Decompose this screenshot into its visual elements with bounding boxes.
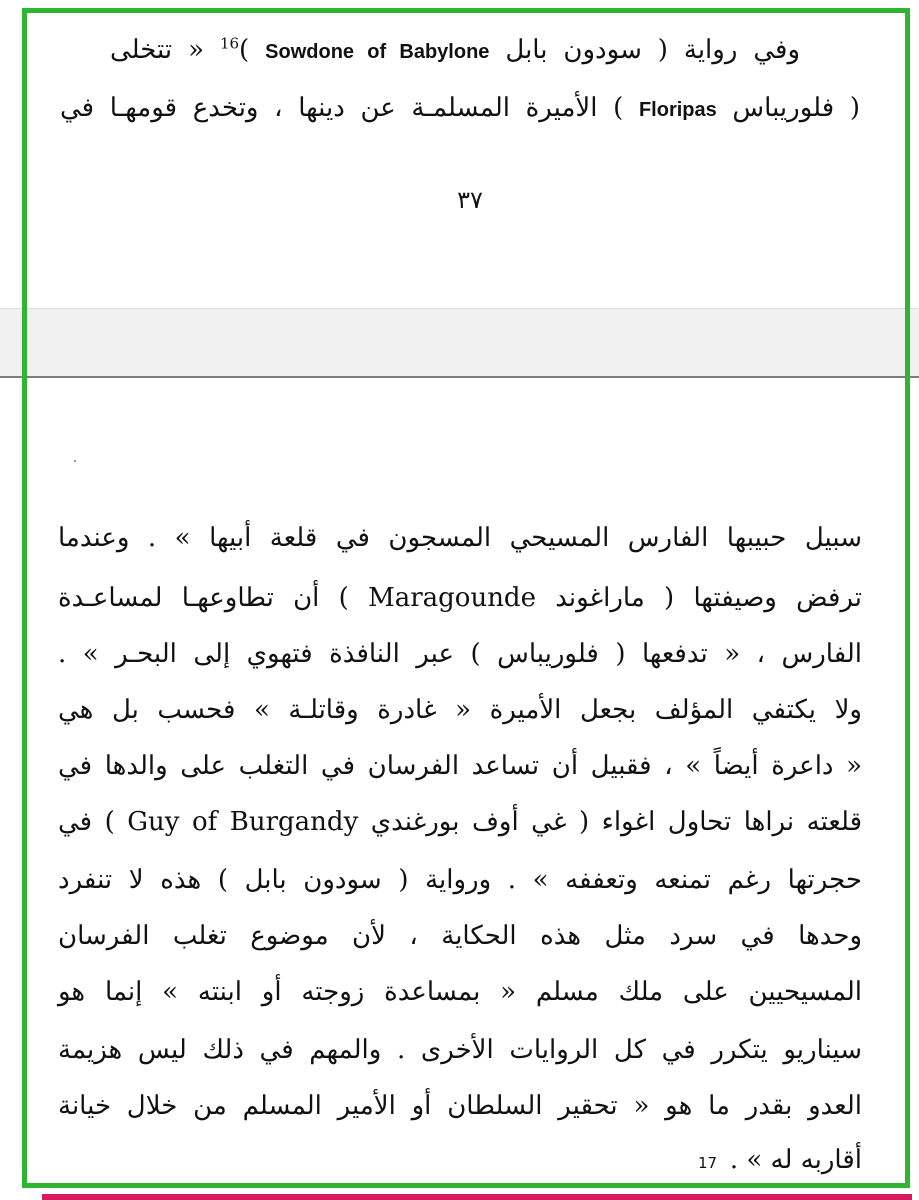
scan-speck [74, 460, 76, 462]
lower-line: حجرتها رغم تمنعه وتعففه » . ورواية ( سودون بابل ) هذه لا تنفرد [58, 865, 862, 895]
lower-line: المسيحيين على ملك مسلم « بمساعدة زوجته أو ابنته » إنما هو [58, 977, 862, 1007]
lower-line: وحدها في سرد مثل هذه الحكاية ، لأن موضوع تغلب الفرسان [58, 921, 862, 951]
footnote-ref-17: 17 [698, 1154, 718, 1172]
lower-line: سبيل حبيبها الفارس المسيحي المسجون في قلعة أبيها » . وعندما [58, 523, 862, 553]
page-number: ٣٧ [457, 186, 483, 214]
bottom-accent-line [42, 1194, 912, 1200]
lower-line: ولا يكتفي المؤلف بجعل الأميرة « غادرة وقاتلـة » فحسب بل هي [58, 695, 862, 725]
page-separator [0, 308, 919, 378]
latin-title: Sowdone of Babylone [265, 41, 490, 63]
lower-line: سيناريو يتكرر في كل الروايات الأخرى . والمهم في ذلك ليس هزيمة [58, 1035, 862, 1065]
lower-line: قلعته نراها تحاول اغواء ( غي أوف بورغندي Guy of Burgandy ) في [58, 807, 862, 837]
lower-line: ترفض وصيفتها ( ماراغوند Maragounde ) أن تطاوعهـا لمساعـدة [58, 583, 862, 613]
upper-line-1: وفي رواية ( سودون بابل Sowdone of Babylone )$^{16}$ « تتخلى [110, 34, 800, 65]
lower-line: أقاربه له » . [729, 1145, 862, 1175]
lower-line: « داعرة أيضاً » ، فقبيل أن تساعد الفرسان في التغلب على والدها في [58, 751, 862, 781]
lower-line: العدو بقدر ما هو « تحقير السلطان أو الأمير المسلم من خلال خيانة [58, 1091, 862, 1121]
upper-line-2: ( فلوريباس Floripas ) الأميرة المسلمـة عن دينها ، وتخدع قومهـا في [60, 93, 861, 123]
latin-name: Floripas [638, 99, 717, 121]
footnote-ref-16: 16 [219, 34, 240, 53]
lower-page [0, 378, 919, 1200]
lower-line: الفارس ، « تدفعها ( فلوريباس ) عبر النافذة فتهوي إلى البحـر » . [58, 639, 862, 669]
